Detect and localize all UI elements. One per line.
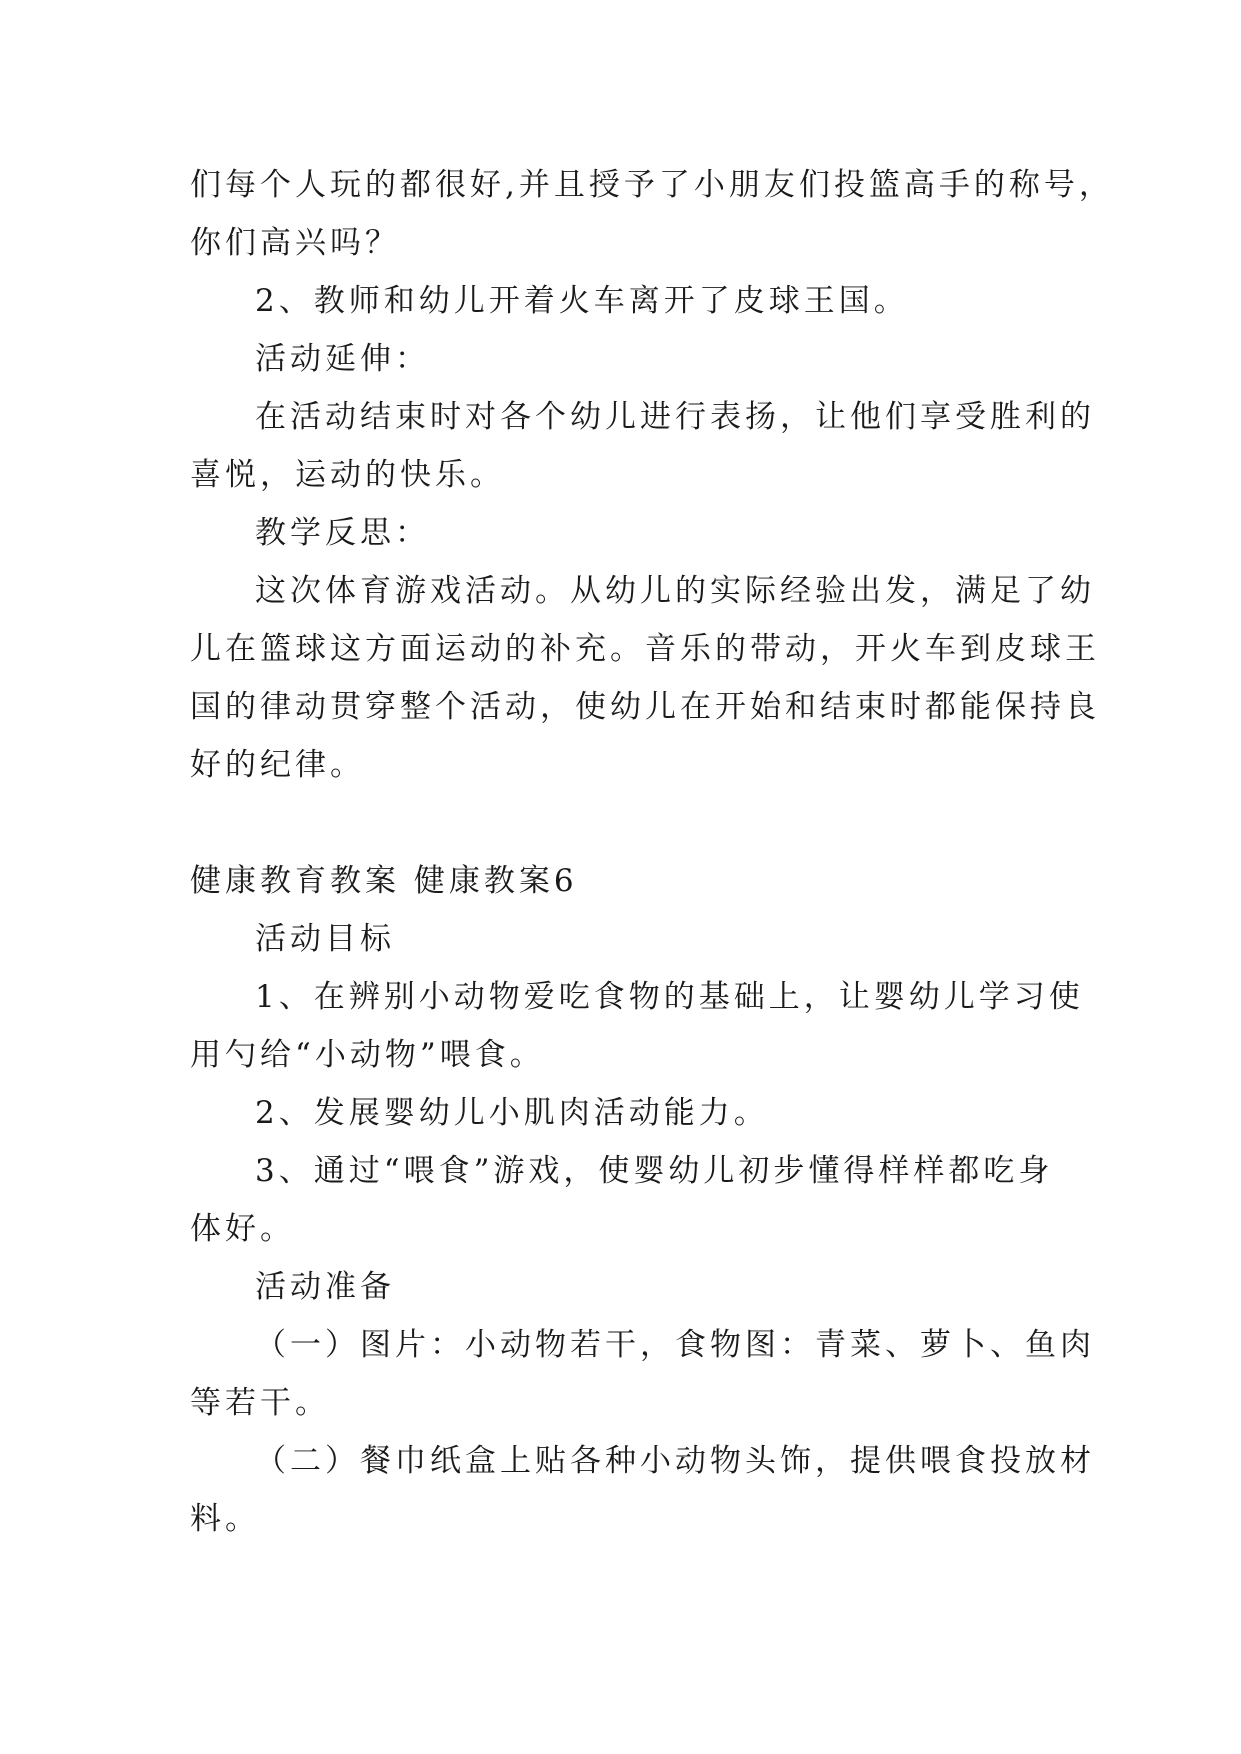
paragraph-line: 喜悦，运动的快乐。 xyxy=(190,457,505,493)
paragraph-line: （一）图片：小动物若干，食物图：青菜、萝卜、鱼肉 xyxy=(255,1327,1095,1363)
paragraph-line: 体好。 xyxy=(190,1211,295,1247)
section-heading: 教学反思： xyxy=(255,515,430,551)
paragraph-line: 用勺给“小动物”喂食。 xyxy=(190,1037,545,1073)
paragraph-line: 们每个人玩的都很好,并且授予了小朋友们投篮高手的称号， xyxy=(190,167,1114,203)
paragraph-line: 2、教师和幼儿开着火车离开了皮球王国。 xyxy=(255,283,909,319)
section-heading: 活动准备 xyxy=(255,1269,395,1305)
paragraph-line: 1、在辨别小动物爱吃食物的基础上，让婴幼儿学习使 xyxy=(255,979,1084,1015)
paragraph-line: 料。 xyxy=(190,1501,260,1537)
paragraph-line: 3、通过“喂食”游戏，使婴幼儿初步懂得样样都吃身 xyxy=(255,1153,1054,1189)
paragraph-line: 这次体育游戏活动。从幼儿的实际经验出发，满足了幼 xyxy=(255,573,1095,609)
paragraph-line: 等若干。 xyxy=(190,1385,330,1421)
document-title: 健康教育教案 健康教案6 xyxy=(190,863,578,899)
paragraph-line: （二）餐巾纸盒上贴各种小动物头饰，提供喂食投放材 xyxy=(255,1443,1095,1479)
paragraph-line: 在活动结束时对各个幼儿进行表扬，让他们享受胜利的 xyxy=(255,399,1095,435)
section-heading: 活动目标 xyxy=(255,921,395,957)
paragraph-line: 你们高兴吗？ xyxy=(190,225,400,261)
paragraph-line: 好的纪律。 xyxy=(190,747,365,783)
section-heading: 活动延伸： xyxy=(255,341,430,377)
paragraph-line: 2、发展婴幼儿小肌肉活动能力。 xyxy=(255,1095,769,1131)
paragraph-line: 儿在篮球这方面运动的补充。音乐的带动，开火车到皮球王 xyxy=(190,631,1100,667)
paragraph-line: 国的律动贯穿整个活动，使幼儿在开始和结束时都能保持良 xyxy=(190,689,1100,725)
